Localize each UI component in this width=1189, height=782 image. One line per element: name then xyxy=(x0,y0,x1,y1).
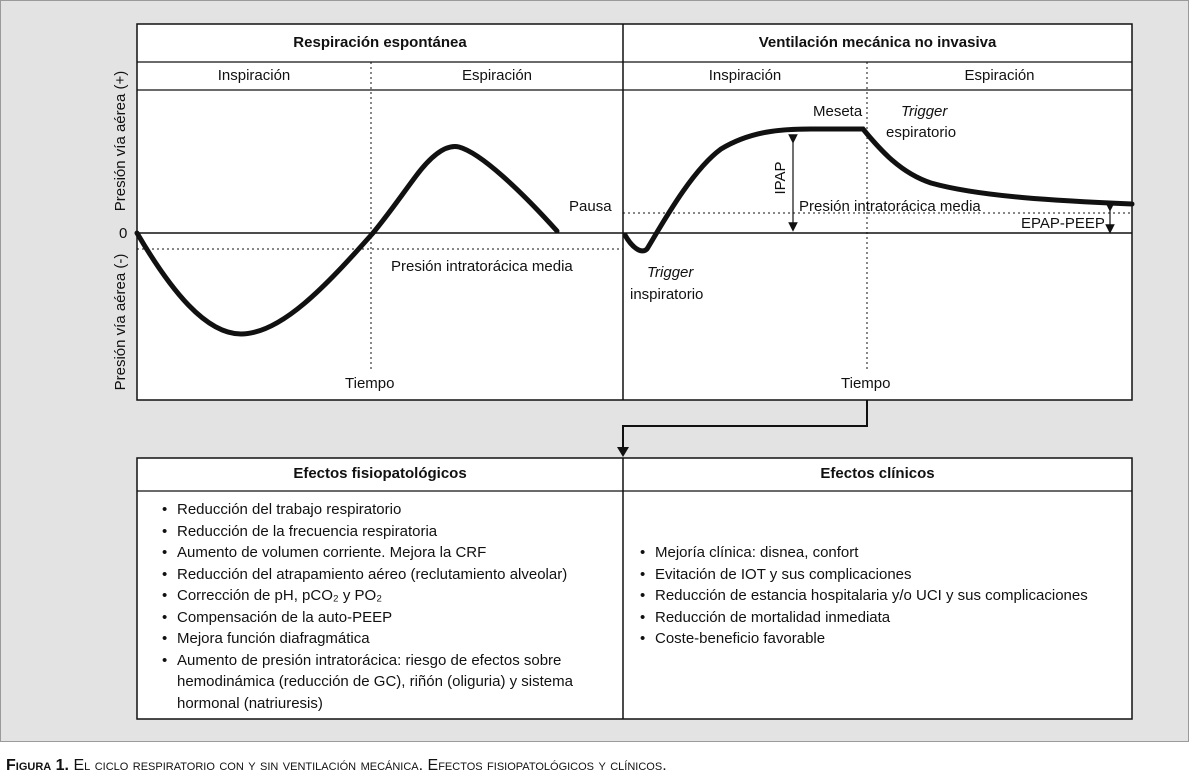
list-item: • Reducción de estancia hospitalaria y/o UCI y sus complicaciones xyxy=(637,585,1127,607)
list-item: • Compensación de la auto-PEEP xyxy=(159,607,604,629)
list-item: • Aumento de presión intratorácica: riesgo de efectos sobre hemodinámica (reducción de GC), riñón (oliguria) y sistema hormonal (natriuresis) xyxy=(159,650,604,715)
clinical-title: Efectos clínicos xyxy=(820,465,935,482)
caption-label: Figura 1. xyxy=(6,757,70,774)
trigger-exp-label-1: Trigger xyxy=(901,103,948,120)
physiopathological-title: Efectos fisiopatológicos xyxy=(293,465,467,482)
left-time-label: Tiempo xyxy=(345,375,395,392)
epap-label: EPAP-PEEP xyxy=(1021,215,1105,232)
plateau-label: Meseta xyxy=(813,103,863,120)
list-item: • Mejora función diafragmática xyxy=(159,628,604,650)
spontaneous-title: Respiración espontánea xyxy=(293,34,467,51)
right-mean-pressure-label: Presión intratorácica media xyxy=(799,198,981,215)
axis-zero-label: 0 xyxy=(119,225,128,242)
caption-text: El ciclo respiratorio con y sin ventilación mecánica. Efectos fisiopatológicos y clínicos. xyxy=(73,757,667,774)
clinical-list xyxy=(637,542,1127,650)
left-mean-pressure-label: Presión intratorácica media xyxy=(391,258,573,275)
list-item: • Corrección de pH, pCO₂ y PO₂ xyxy=(159,585,604,607)
list-item: • Reducción de la frecuencia respiratoria xyxy=(159,521,604,543)
right-time-label: Tiempo xyxy=(841,375,891,392)
left-expiration-label: Espiración xyxy=(461,67,533,84)
axis-positive-label: Presión vía aérea (+) xyxy=(112,70,129,212)
ipap-label: IPAP xyxy=(772,161,789,195)
right-expiration-label: Espiración xyxy=(964,67,1035,84)
connector-line xyxy=(623,400,867,448)
list-item: • Coste-beneficio favorable xyxy=(637,628,1127,650)
list-item: • Reducción de mortalidad inmediata xyxy=(637,607,1127,629)
pause-label: Pausa xyxy=(569,198,612,215)
niv-title: Ventilación mecánica no invasiva xyxy=(758,34,997,51)
right-inspiration-label: Inspiración xyxy=(708,67,782,84)
list-item: • Reducción del atrapamiento aéreo (reclutamiento alveolar) xyxy=(159,564,604,586)
trigger-insp-label-1: Trigger xyxy=(647,264,694,281)
list-item: • Aumento de volumen corriente. Mejora la CRF xyxy=(159,542,604,564)
axis-negative-label: Presión vía aérea (-) xyxy=(112,253,129,391)
figure-caption xyxy=(6,757,667,775)
connector-arrowhead xyxy=(617,447,629,457)
list-item: • Reducción del trabajo respiratorio xyxy=(159,499,604,521)
list-item: • Mejoría clínica: disnea, confort xyxy=(637,542,1127,564)
trigger-insp-label-2: inspiratorio xyxy=(630,286,704,303)
physiopathological-list xyxy=(159,499,604,714)
left-inspiration-label: Inspiración xyxy=(217,67,291,84)
trigger-exp-label-2: espiratorio xyxy=(886,124,957,141)
list-item: • Evitación de IOT y sus complicaciones xyxy=(637,564,1127,586)
